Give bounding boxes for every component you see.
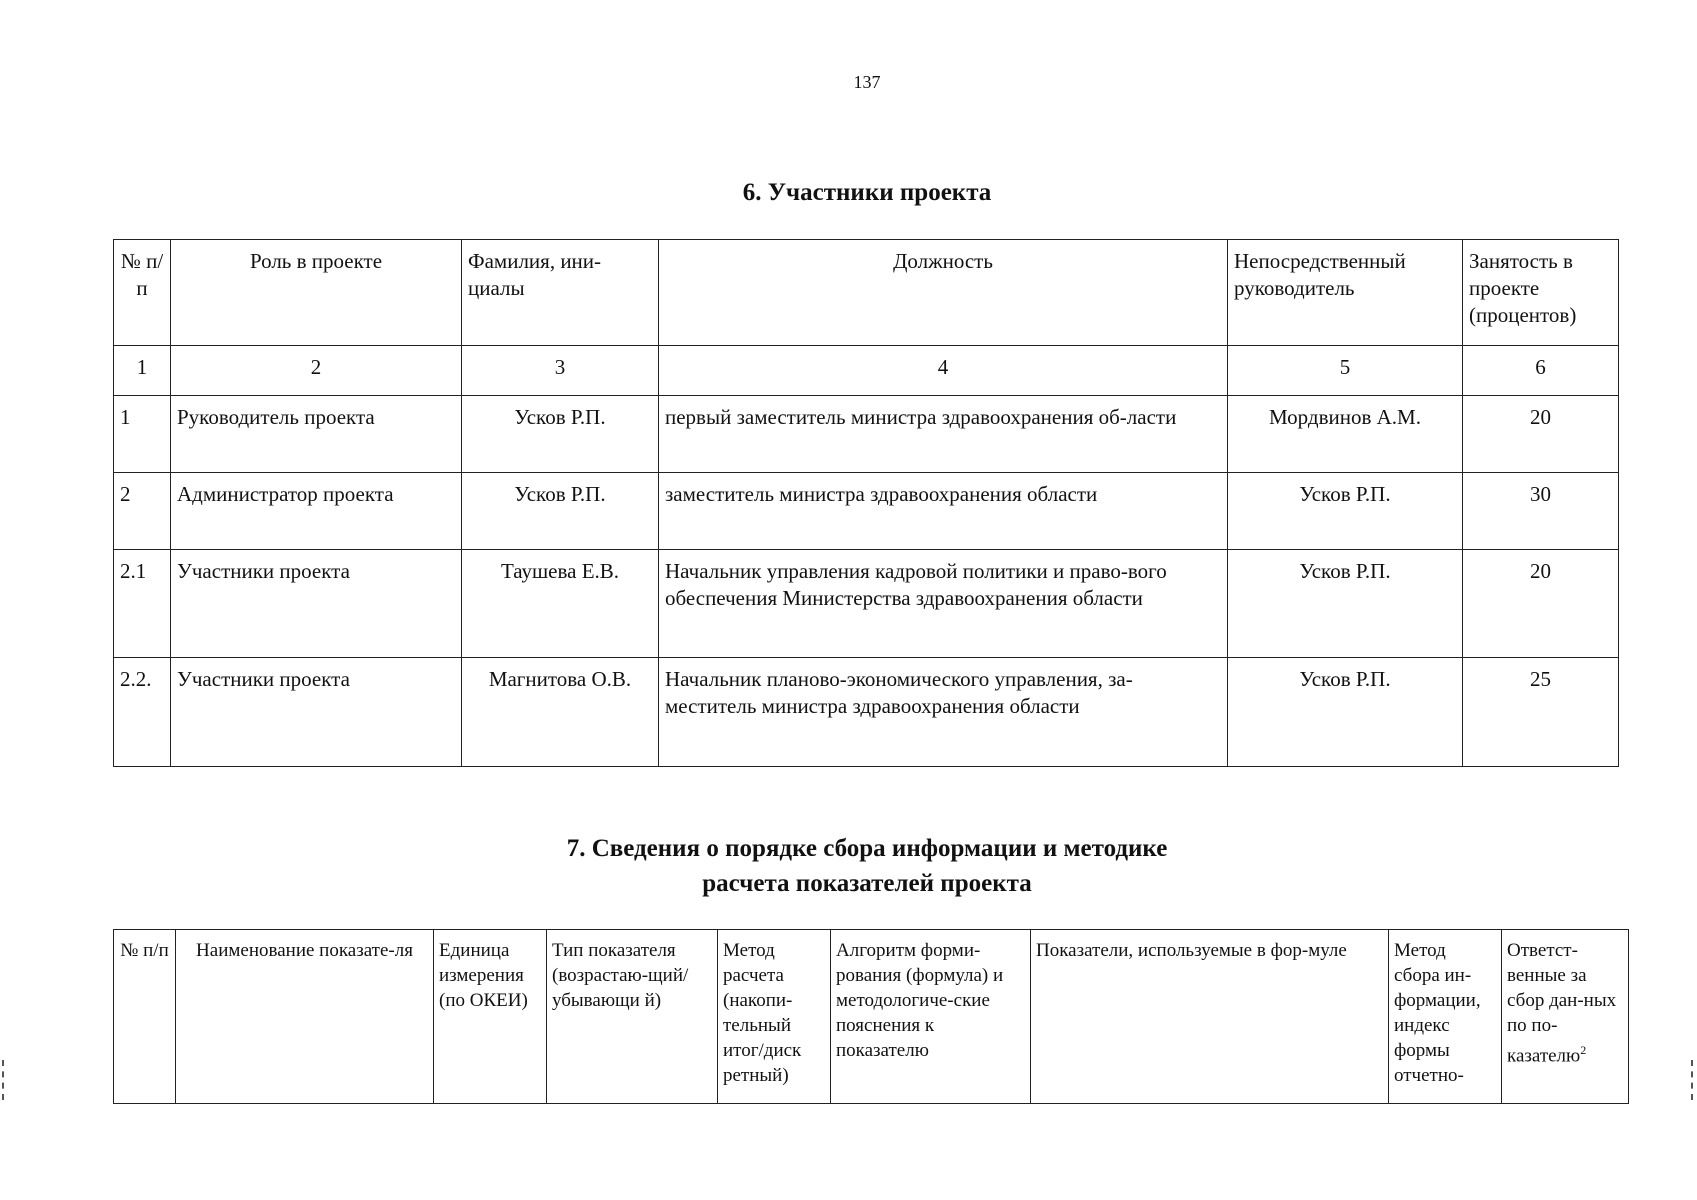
header-unit: Единица измерения (по ОКЕИ) bbox=[434, 930, 547, 1104]
row-position: заместитель министра здравоохранения области bbox=[659, 473, 1228, 550]
col-num: 2 bbox=[171, 346, 462, 396]
col-num: 6 bbox=[1463, 346, 1619, 396]
row-name: Усков Р.П. bbox=[462, 396, 659, 473]
row-manager: Усков Р.П. bbox=[1228, 550, 1463, 658]
header-position: Должность bbox=[659, 240, 1228, 346]
header-indicator-name: Наименование показате-ля bbox=[176, 930, 434, 1104]
row-manager: Мордвинов А.М. bbox=[1228, 396, 1463, 473]
page-number: 137 bbox=[853, 72, 881, 92]
table-header-row bbox=[114, 240, 1619, 346]
row-role: Участники проекта bbox=[171, 658, 462, 767]
header-calc-method: Метод расчета (накопи-тельный итог/диск ретный) bbox=[718, 930, 831, 1104]
header-num: № п/п bbox=[114, 240, 171, 346]
row-position: Начальник управления кадровой политики и право-вого обеспечения Министерства здравоохранения области bbox=[659, 550, 1228, 658]
row-employment: 20 bbox=[1463, 396, 1619, 473]
footnote-mark: 2 bbox=[1580, 1043, 1587, 1057]
col-num: 5 bbox=[1228, 346, 1463, 396]
header-num: № п/п bbox=[114, 930, 176, 1104]
section-7-title-line2: расчета показателей проекта bbox=[702, 870, 1032, 897]
row-manager: Усков Р.П. bbox=[1228, 658, 1463, 767]
col-num: 4 bbox=[659, 346, 1228, 396]
row-num: 1 bbox=[114, 396, 171, 473]
table-row bbox=[114, 473, 1619, 550]
row-employment: 20 bbox=[1463, 550, 1619, 658]
row-name: Таушева Е.В. bbox=[462, 550, 659, 658]
row-role: Руководитель проекта bbox=[171, 396, 462, 473]
header-collection-method: Метод сбора ин-формации, индекс формы отчетно- bbox=[1389, 930, 1502, 1104]
row-num: 2 bbox=[114, 473, 171, 550]
header-employment: Занятость в проекте (процентов) bbox=[1463, 240, 1619, 346]
header-indicator-type: Тип показателя (возрастаю-щий/убывающи й) bbox=[547, 930, 718, 1104]
header-name: Фамилия, ини-циалы bbox=[462, 240, 659, 346]
row-role: Участники проекта bbox=[171, 550, 462, 658]
column-number-row bbox=[114, 346, 1619, 396]
row-manager: Усков Р.П. bbox=[1228, 473, 1463, 550]
header-responsible-text: Ответст-венные за сбор дан-ных по по-казателю bbox=[1507, 940, 1617, 1067]
row-name: Магнитова О.В. bbox=[462, 658, 659, 767]
row-position: Начальник планово-экономического управления, за-меститель министра здравоохранения области bbox=[659, 658, 1228, 767]
table-row bbox=[114, 550, 1619, 658]
scan-edge-mark-left bbox=[2, 1060, 6, 1100]
header-formula-indicators: Показатели, используемые в фор-муле bbox=[1031, 930, 1389, 1104]
scan-edge-mark-right bbox=[1691, 1060, 1695, 1100]
row-employment: 30 bbox=[1463, 473, 1619, 550]
table-header-row bbox=[114, 930, 1629, 1104]
row-position: первый заместитель министра здравоохранения об-ласти bbox=[659, 396, 1228, 473]
col-num: 1 bbox=[114, 346, 171, 396]
col-num: 3 bbox=[462, 346, 659, 396]
row-role: Администратор проекта bbox=[171, 473, 462, 550]
header-algorithm: Алгоритм форми-рования (формула) и методологиче-ские пояснения к показателю bbox=[831, 930, 1031, 1104]
project-participants-table bbox=[113, 239, 1619, 767]
row-num: 2.1 bbox=[114, 550, 171, 658]
row-num: 2.2. bbox=[114, 658, 171, 767]
table-row bbox=[114, 658, 1619, 767]
section-6-title: 6. Участники проекта bbox=[742, 179, 992, 206]
section-7-title-line1: 7. Сведения о порядке сбора информации и методике bbox=[566, 835, 1168, 862]
header-manager: Непосредственный руководитель bbox=[1228, 240, 1463, 346]
row-name: Усков Р.П. bbox=[462, 473, 659, 550]
header-role: Роль в проекте bbox=[171, 240, 462, 346]
indicator-methodology-table bbox=[113, 929, 1629, 1104]
header-responsible bbox=[1502, 930, 1629, 1104]
table-row bbox=[114, 396, 1619, 473]
row-employment: 25 bbox=[1463, 658, 1619, 767]
